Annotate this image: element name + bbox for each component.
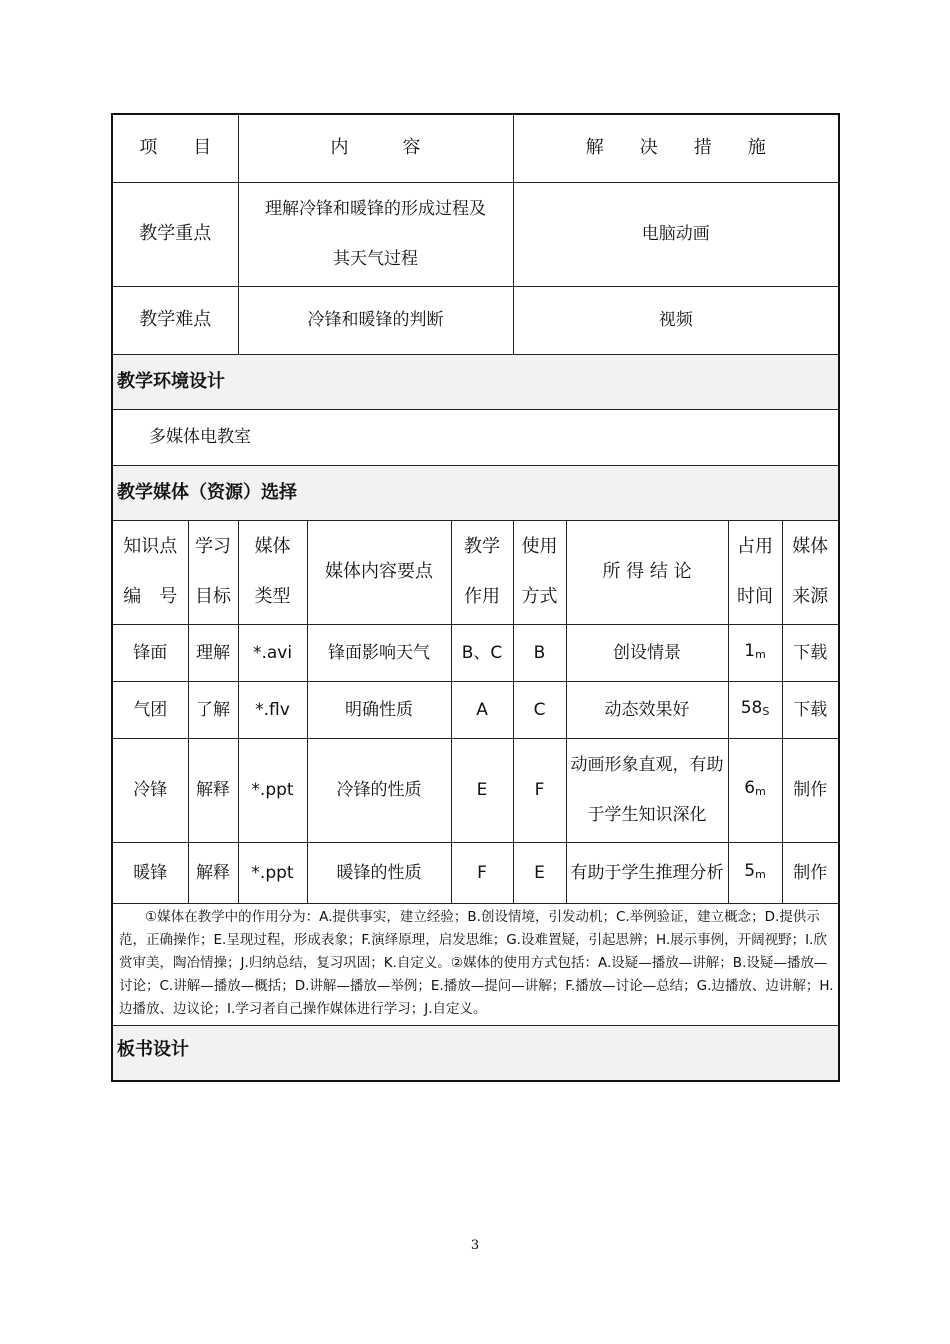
key-point-row (112, 182, 839, 286)
cell-role: B、C (451, 624, 513, 681)
key-point-solution: 电脑动画 (513, 182, 839, 286)
col-role-header-l2: 作用 (464, 586, 500, 607)
cell-time (728, 681, 782, 738)
col-usage-header-l1: 使用 (521, 536, 558, 557)
cell-usage: F (513, 738, 566, 842)
key-point-label: 教学重点 (112, 182, 238, 286)
cell-time (728, 842, 782, 903)
media-header-row (112, 520, 839, 624)
cell-knowledge: 暖锋 (112, 842, 188, 903)
time-unit: m (755, 867, 766, 881)
col-usage-header-l2: 方式 (521, 586, 558, 607)
col-points-header: 媒体内容要点 (307, 520, 451, 624)
key-point-content-line2: 其天气过程 (333, 249, 418, 269)
time-unit: S (762, 704, 770, 718)
col-source-header-l2: 来源 (792, 586, 829, 607)
lesson-plan-table (111, 113, 840, 1082)
cell-type: *.flv (238, 681, 307, 738)
cell-points: 明确性质 (307, 681, 451, 738)
col-source-header-l1: 媒体 (792, 536, 829, 557)
cell-goal: 解释 (188, 738, 238, 842)
cell-points: 暖锋的性质 (307, 842, 451, 903)
cell-knowledge: 气团 (112, 681, 188, 738)
media-note-text: ①媒体在教学中的作用分为：A.提供事实，建立经验；B.创设情境，引发动机；C.举例验证，建立概念；D.提供示范，正确操作；E.呈现过程，形成表象；F.演绎原理，启发思维；G.设难置疑，引起思辨；H.展示事例，开阔视野；I.欣赏审美，陶冶情操；J.归纳总结，复习巩固；K.自定义。②媒体的使用方式包括：A.设疑—播放—讲解；B.设疑—播放—讨论；C.讲解—播放—概括；D.讲解—播放—举例；E.播放—提问—讲解；F.播放—讨论—总结；G.边播放、边讲解；H. 边播放、边议论；I.学习者自己操作媒体进行学习；J.自定义。 (119, 908, 834, 1017)
table-row (112, 842, 839, 903)
table-row (112, 738, 839, 842)
env-section-title: 教学环境设计 (112, 354, 839, 409)
key-point-content-line1: 理解冷锋和暖锋的形成过程及 (265, 199, 486, 219)
cell-source: 下载 (782, 681, 839, 738)
time-number: 1 (744, 640, 756, 661)
time-unit: m (755, 785, 766, 798)
cell-goal: 了解 (188, 681, 238, 738)
table-row (112, 624, 839, 681)
cell-role: E (451, 738, 513, 842)
key-point-content (238, 182, 513, 286)
cell-role: F (451, 842, 513, 903)
col-knowledge-header-l2: 编 号 (123, 586, 178, 607)
time-number: 6 (744, 778, 756, 798)
cell-time (728, 738, 782, 842)
difficult-point-row (112, 286, 839, 354)
col-time-header-l1: 占用 (737, 536, 774, 557)
cell-points: 冷锋的性质 (307, 738, 451, 842)
cell-usage: B (513, 624, 566, 681)
cell-points: 锋面影响天气 (307, 624, 451, 681)
cell-type: *.ppt (238, 738, 307, 842)
cell-source: 制作 (782, 842, 839, 903)
col-source-header (782, 520, 839, 624)
cell-conclusion: 有助于学生推理分析 (566, 842, 728, 903)
time-unit: m (755, 647, 766, 661)
header-content: 内 容 (238, 114, 513, 182)
difficult-point-content: 冷锋和暖锋的判断 (238, 286, 513, 354)
difficult-point-label: 教学难点 (112, 286, 238, 354)
cell-knowledge: 冷锋 (112, 738, 188, 842)
col-goal-header-l1: 学习 (195, 536, 231, 557)
col-usage-header (513, 520, 566, 624)
header-item: 项 目 (112, 114, 238, 182)
media-section-row (112, 465, 839, 520)
cell-source: 制作 (782, 738, 839, 842)
env-value-row (112, 409, 839, 465)
media-section-title: 教学媒体（资源）选择 (112, 465, 839, 520)
col-knowledge-header (112, 520, 188, 624)
media-note (112, 903, 839, 1025)
col-type-header-l1: 媒体 (254, 536, 291, 557)
col-goal-header-l2: 目标 (195, 586, 231, 607)
cell-conclusion (566, 738, 728, 842)
time-number: 5 (744, 860, 756, 881)
col-time-header (728, 520, 782, 624)
cell-role: A (451, 681, 513, 738)
cell-conclusion: 动态效果好 (566, 681, 728, 738)
cell-usage: C (513, 681, 566, 738)
col-time-header-l2: 时间 (737, 586, 774, 607)
col-type-header-l2: 类型 (254, 586, 291, 607)
board-section-row (112, 1025, 839, 1081)
media-note-row (112, 903, 839, 1025)
cell-goal: 解释 (188, 842, 238, 903)
cell-usage: E (513, 842, 566, 903)
col-role-header-l1: 教学 (464, 536, 500, 557)
cell-type: *.avi (238, 624, 307, 681)
cell-type: *.ppt (238, 842, 307, 903)
summary-header-row (112, 114, 839, 182)
cell-source: 下载 (782, 624, 839, 681)
time-number: 58 (740, 697, 763, 718)
cell-time (728, 624, 782, 681)
table-row (112, 681, 839, 738)
col-knowledge-header-l1: 知识点 (123, 536, 178, 557)
cell-conclusion-l1: 动画形象直观，有助 (570, 755, 724, 775)
col-type-header (238, 520, 307, 624)
header-solution: 解 决 措 施 (513, 114, 839, 182)
env-section-row (112, 354, 839, 409)
cell-goal: 理解 (188, 624, 238, 681)
env-value: 多媒体电教室 (112, 409, 839, 465)
col-conclusion-header: 所 得 结 论 (566, 520, 728, 624)
cell-conclusion-l2: 于学生知识深化 (587, 805, 707, 825)
lesson-plan-sheet (111, 113, 838, 1082)
cell-knowledge: 锋面 (112, 624, 188, 681)
col-goal-header (188, 520, 238, 624)
cell-conclusion: 创设情景 (566, 624, 728, 681)
board-section-title: 板书设计 (112, 1025, 839, 1081)
page-number: 3 (470, 1238, 480, 1253)
difficult-point-solution: 视频 (513, 286, 839, 354)
col-role-header (451, 520, 513, 624)
